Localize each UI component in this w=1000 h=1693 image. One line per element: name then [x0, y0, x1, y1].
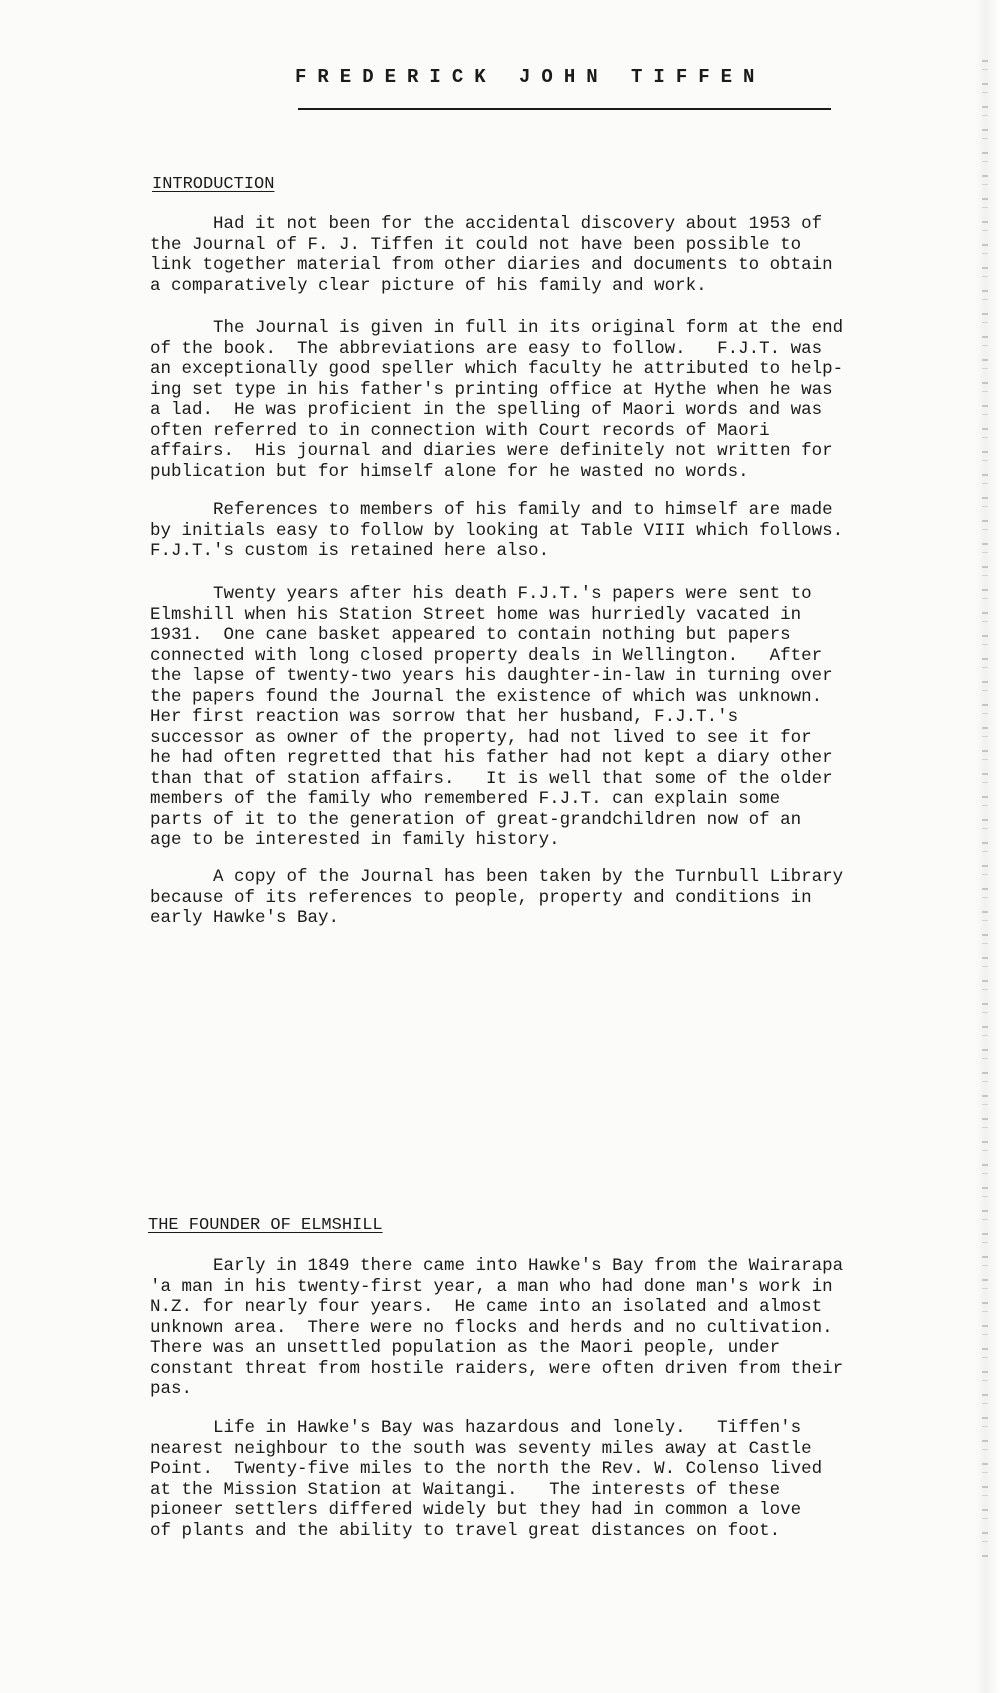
document-title: FREDERICK JOHN TIFFEN: [295, 66, 766, 88]
section-heading-introduction: INTRODUCTION: [152, 175, 275, 194]
paragraph: A copy of the Journal has been taken by the Turnbull Library because of its references to people, property and conditions in early Hawke's Bay.: [150, 867, 844, 928]
paragraph: Twenty years after his death F.J.T.'s papers were sent to Elmshill when his Station Street home was hurriedly vacated in 1931. One cane basket appeared to contain nothing but papers connected with long closed property deals in Wellington. After the lapse of twenty-two years his daughter-in-law in turning over the papers found the Journal the existence of which was unknown. Her first reaction was sorrow that her husband, F.J.T.'s successor as owner of the property, had not lived to see it for he had often regretted that his father had not kept a diary other than that of station affairs. It is well that some of the older members of the family who remembered F.J.T. can explain some parts of it to the generation of great-grandchildren now of an age to be interested in family history.: [150, 584, 833, 850]
page-edge-speckle: [982, 60, 988, 1560]
page-edge: [976, 0, 1000, 1693]
section-heading-founder: THE FOUNDER OF ELMSHILL: [148, 1216, 383, 1235]
paragraph: References to members of his family and to himself are made by initials easy to follow by looking at Table VIII which follows. F.J.T.'s custom is retained here also.: [150, 500, 844, 561]
paragraph: Had it not been for the accidental discovery about 1953 of the Journal of F. J. Tiffen it could not have been possible to link together material from other diaries and documents to obtain a comparatively clear picture of his family and work.: [150, 214, 833, 296]
title-underline: [298, 108, 831, 110]
paragraph: Early in 1849 there came into Hawke's Bay from the Wairarapa 'a man in his twenty-first year, a man who had done man's work in N.Z. for nearly four years. He came into an isolated and almost unknown area. There were no flocks and herds and no cultivation. There was an unsettled population as the Maori people, under constant threat from hostile raiders, were often driven from their pas.: [150, 1256, 844, 1399]
paragraph: The Journal is given in full in its original form at the end of the book. The abbreviations are easy to follow. F.J.T. was an exceptionally good speller which faculty he attributed to help- ing set type in his father's printing office at Hythe when he was a lad. He was proficient in the spelling of Maori words and was often referred to in connection with Court records of Maori affairs. His journal and diaries were definitely not written for publication but for himself alone for he wasted no words.: [150, 318, 844, 482]
paragraph: Life in Hawke's Bay was hazardous and lonely. Tiffen's nearest neighbour to the south was seventy miles away at Castle Point. Twenty-five miles to the north the Rev. W. Colenso lived at the Mission Station at Waitangi. The interests of these pioneer settlers differed widely but they had in common a love of plants and the ability to travel great distances on foot.: [150, 1418, 823, 1541]
